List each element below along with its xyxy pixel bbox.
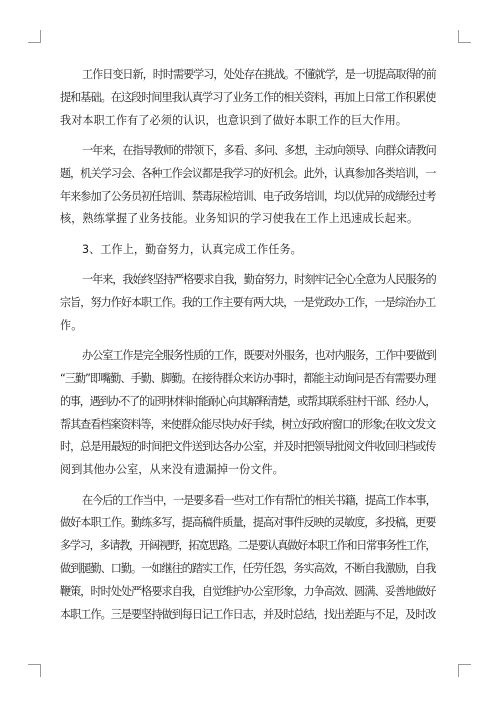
text-line: 帮其查看档案资料等，来使群众能尽快办好手续，树立好政府窗口的形象;在收文发文 — [60, 417, 436, 431]
text-line: 工作日变日新，时时需要学习，处处存在挑战。不懂就学，是一切提高取得的前 — [82, 68, 436, 81]
text-line: 办公室工作是完全服务性质的工作，既要对外服务，也对内服务，工作中要做到 — [82, 349, 436, 363]
paragraph — [60, 140, 441, 231]
text-line: 年来参加了公务员初任培训、禁毒尿检培训、电子政务培训，均以优异的成绩经过考 — [60, 189, 436, 203]
text-line: 时，总是用最短的时间把文件送到达各办公室，并及时把领导批阅文件收回归档或传 — [60, 440, 436, 454]
crop-mark-top-left — [28, 30, 41, 43]
text-line: 题，机关学习会、各种工作会议都是我学习的好机会。此外，认真参加各类培训，一 — [60, 166, 436, 180]
text-line: 做好本职工作。勤练多写，提高稿件质量，提高对事件反映的灵敏度，多投稿，更要 — [60, 516, 436, 530]
text-line: 作。 — [60, 318, 83, 332]
text-line: 一年来，我始终坚持严格要求自我，勤奋努力，时刻牢记全心全意为人民服务的 — [82, 273, 436, 287]
document-body — [60, 64, 441, 634]
text-line: 阅到其他办公室，从来没有遗漏掉一份文件。 — [60, 463, 284, 477]
text-line: 我对本职工作有了必须的认识，也意识到了做好本职工作的巨大作用。 — [60, 113, 408, 127]
text-line: 做到腿勤、口勤。一如继往的踏实工作，任劳任怨，务实高效，不断自我激励，自我 — [60, 561, 436, 575]
paragraph — [60, 490, 441, 627]
paragraph — [60, 269, 441, 337]
crop-mark-bottom-right — [458, 664, 471, 677]
text-line: 多学习，多请教，开阔视野，拓宽思路。二是要认真做好本职工作和日常事务性工作， — [60, 539, 436, 553]
text-line: 宗旨，努力作好本职工作。我的工作主要有两大块，一是党政办工作，一是综治办工 — [60, 295, 436, 309]
text-line: 3、工作上，勤奋努力，认真完成工作任务。 — [82, 242, 302, 256]
crop-mark-bottom-left — [28, 664, 41, 677]
text-line: 鞭策，时时处处严格要求自我，自觉维护办公室形象，力争高效、圆满、妥善地做好 — [60, 584, 436, 598]
text-line: “三勤”即嘴勤、手勤、脚勤。在接待群众来访办事时，都能主动询问是否有需要办理 — [60, 371, 436, 385]
text-line: 核，熟练掌握了业务技能。业务知识的学习使我在工作上迅速成长起来。 — [60, 212, 419, 226]
text-line: 的事，遇到办不了的证明材料时能耐心向其解释清楚，或帮其联系驻村干部、经办人， — [60, 394, 436, 408]
text-line: 在今后的工作当中，一是要多看一些对工作有帮忙的相关书籍，提高工作本事， — [82, 493, 436, 507]
paragraph — [60, 345, 441, 482]
paragraph — [60, 64, 441, 132]
paragraph — [60, 239, 441, 262]
text-line: 一年来，在指导教师的带领下，多看、多问、多想，主动向领导、向群众请教问 — [82, 143, 436, 157]
crop-mark-top-right — [458, 30, 471, 43]
text-line: 本职工作。三是要坚持做到每日记工作日志，并及时总结，找出差距与不足，及时改 — [60, 607, 436, 621]
text-line: 提和基础。在这段时间里我认真学习了业务工作的相关资料，再加上日常工作积累使 — [60, 90, 436, 104]
